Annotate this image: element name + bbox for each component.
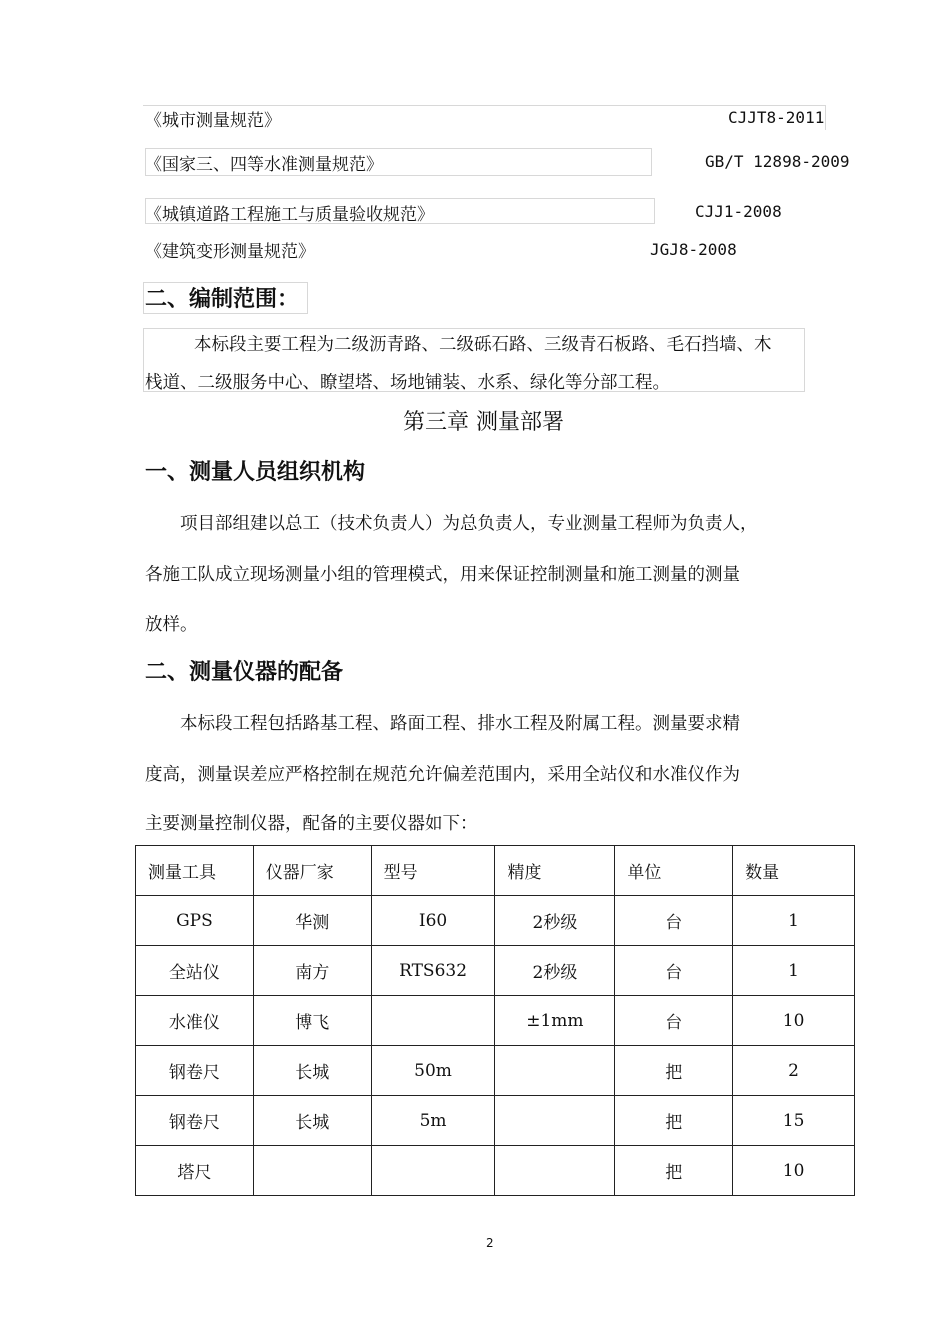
table-cell [371,1146,495,1196]
table-row [136,896,855,946]
table-header-cell: 测量工具 [136,846,254,896]
section-heading-instruments: 二、测量仪器的配备 [145,660,344,685]
table-cell [495,1046,615,1096]
table-cell: 5m [371,1096,495,1146]
table-cell: 把 [615,1146,733,1196]
org-line-3: 放样。 [145,615,198,635]
table-cell: 钢卷尺 [136,1046,254,1096]
table-row [136,1046,855,1096]
table-cell: 2秒级 [495,946,615,996]
table-row [136,1096,855,1146]
instruments-line-2: 度高，测量误差应严格控制在规范允许偏差范围内，采用全站仪和水准仪作为 [145,765,740,785]
table-cell: 2 [733,1046,855,1096]
org-line-1: 项目部组建以总工（技术负责人）为总负责人，专业测量工程师为负责人， [180,514,758,534]
table-cell [495,1096,615,1146]
table-cell: GPS [136,896,254,946]
table-cell [253,1146,371,1196]
table-row [136,1146,855,1196]
table-cell: 把 [615,1046,733,1096]
instruments-line-3: 主要测量控制仪器，配备的主要仪器如下： [145,814,478,834]
table-cell: I60 [371,896,495,946]
table-header-cell: 单位 [615,846,733,896]
table-header-cell: 型号 [371,846,495,896]
table-cell [495,1146,615,1196]
table-cell: 1 [733,946,855,996]
table-header-row [136,846,855,896]
reference-code: CJJT8-2011 [728,108,825,127]
reference-code: JGJ8-2008 [650,240,737,259]
section-heading-organization: 一、测量人员组织机构 [145,460,366,485]
table-row [136,946,855,996]
table-header-cell: 仪器厂家 [253,846,371,896]
table-cell: 15 [733,1096,855,1146]
table-cell: 钢卷尺 [136,1096,254,1146]
instrument-table [135,845,855,1196]
reference-title: 《城镇道路工程施工与质量验收规范》 [145,205,434,225]
table-cell: 南方 [253,946,371,996]
table-cell [371,996,495,1046]
scope-line-2: 栈道、二级服务中心、瞭望塔、场地铺装、水系、绿化等分部工程。 [145,373,670,393]
table-header-cell: 精度 [495,846,615,896]
table-cell: 台 [615,946,733,996]
table-cell: 10 [733,1146,855,1196]
instruments-line-1: 本标段工程包括路基工程、路面工程、排水工程及附属工程。测量要求精 [180,714,740,734]
table-cell: 把 [615,1096,733,1146]
table-cell: 全站仪 [136,946,254,996]
table-cell: 50m [371,1046,495,1096]
table-cell: 长城 [253,1046,371,1096]
reference-title: 《城市测量规范》 [145,111,281,131]
scope-line-1: 本标段主要工程为二级沥青路、二级砾石路、三级青石板路、毛石挡墙、木 [194,335,772,355]
page-number: 2 [486,1236,494,1250]
table-cell: ±1mm [495,996,615,1046]
table-cell: 台 [615,996,733,1046]
reference-code: GB/T 12898-2009 [705,152,850,171]
reference-code: CJJ1-2008 [695,202,782,221]
chapter-title: 第三章 测量部署 [403,410,564,435]
table-cell: 华测 [253,896,371,946]
table-cell: 博飞 [253,996,371,1046]
table-cell: 台 [615,896,733,946]
table-cell: 水准仪 [136,996,254,1046]
table-header-cell: 数量 [733,846,855,896]
reference-title: 《建筑变形测量规范》 [145,242,315,262]
table-cell: 10 [733,996,855,1046]
table-cell: 塔尺 [136,1146,254,1196]
section-heading-scope: 二、编制范围： [145,287,300,312]
table-cell: 1 [733,896,855,946]
table-row [136,996,855,1046]
table-cell: RTS632 [371,946,495,996]
table-cell: 2秒级 [495,896,615,946]
table-cell: 长城 [253,1096,371,1146]
reference-title: 《国家三、四等水准测量规范》 [145,155,383,175]
org-line-2: 各施工队成立现场测量小组的管理模式，用来保证控制测量和施工测量的测量 [145,565,740,585]
